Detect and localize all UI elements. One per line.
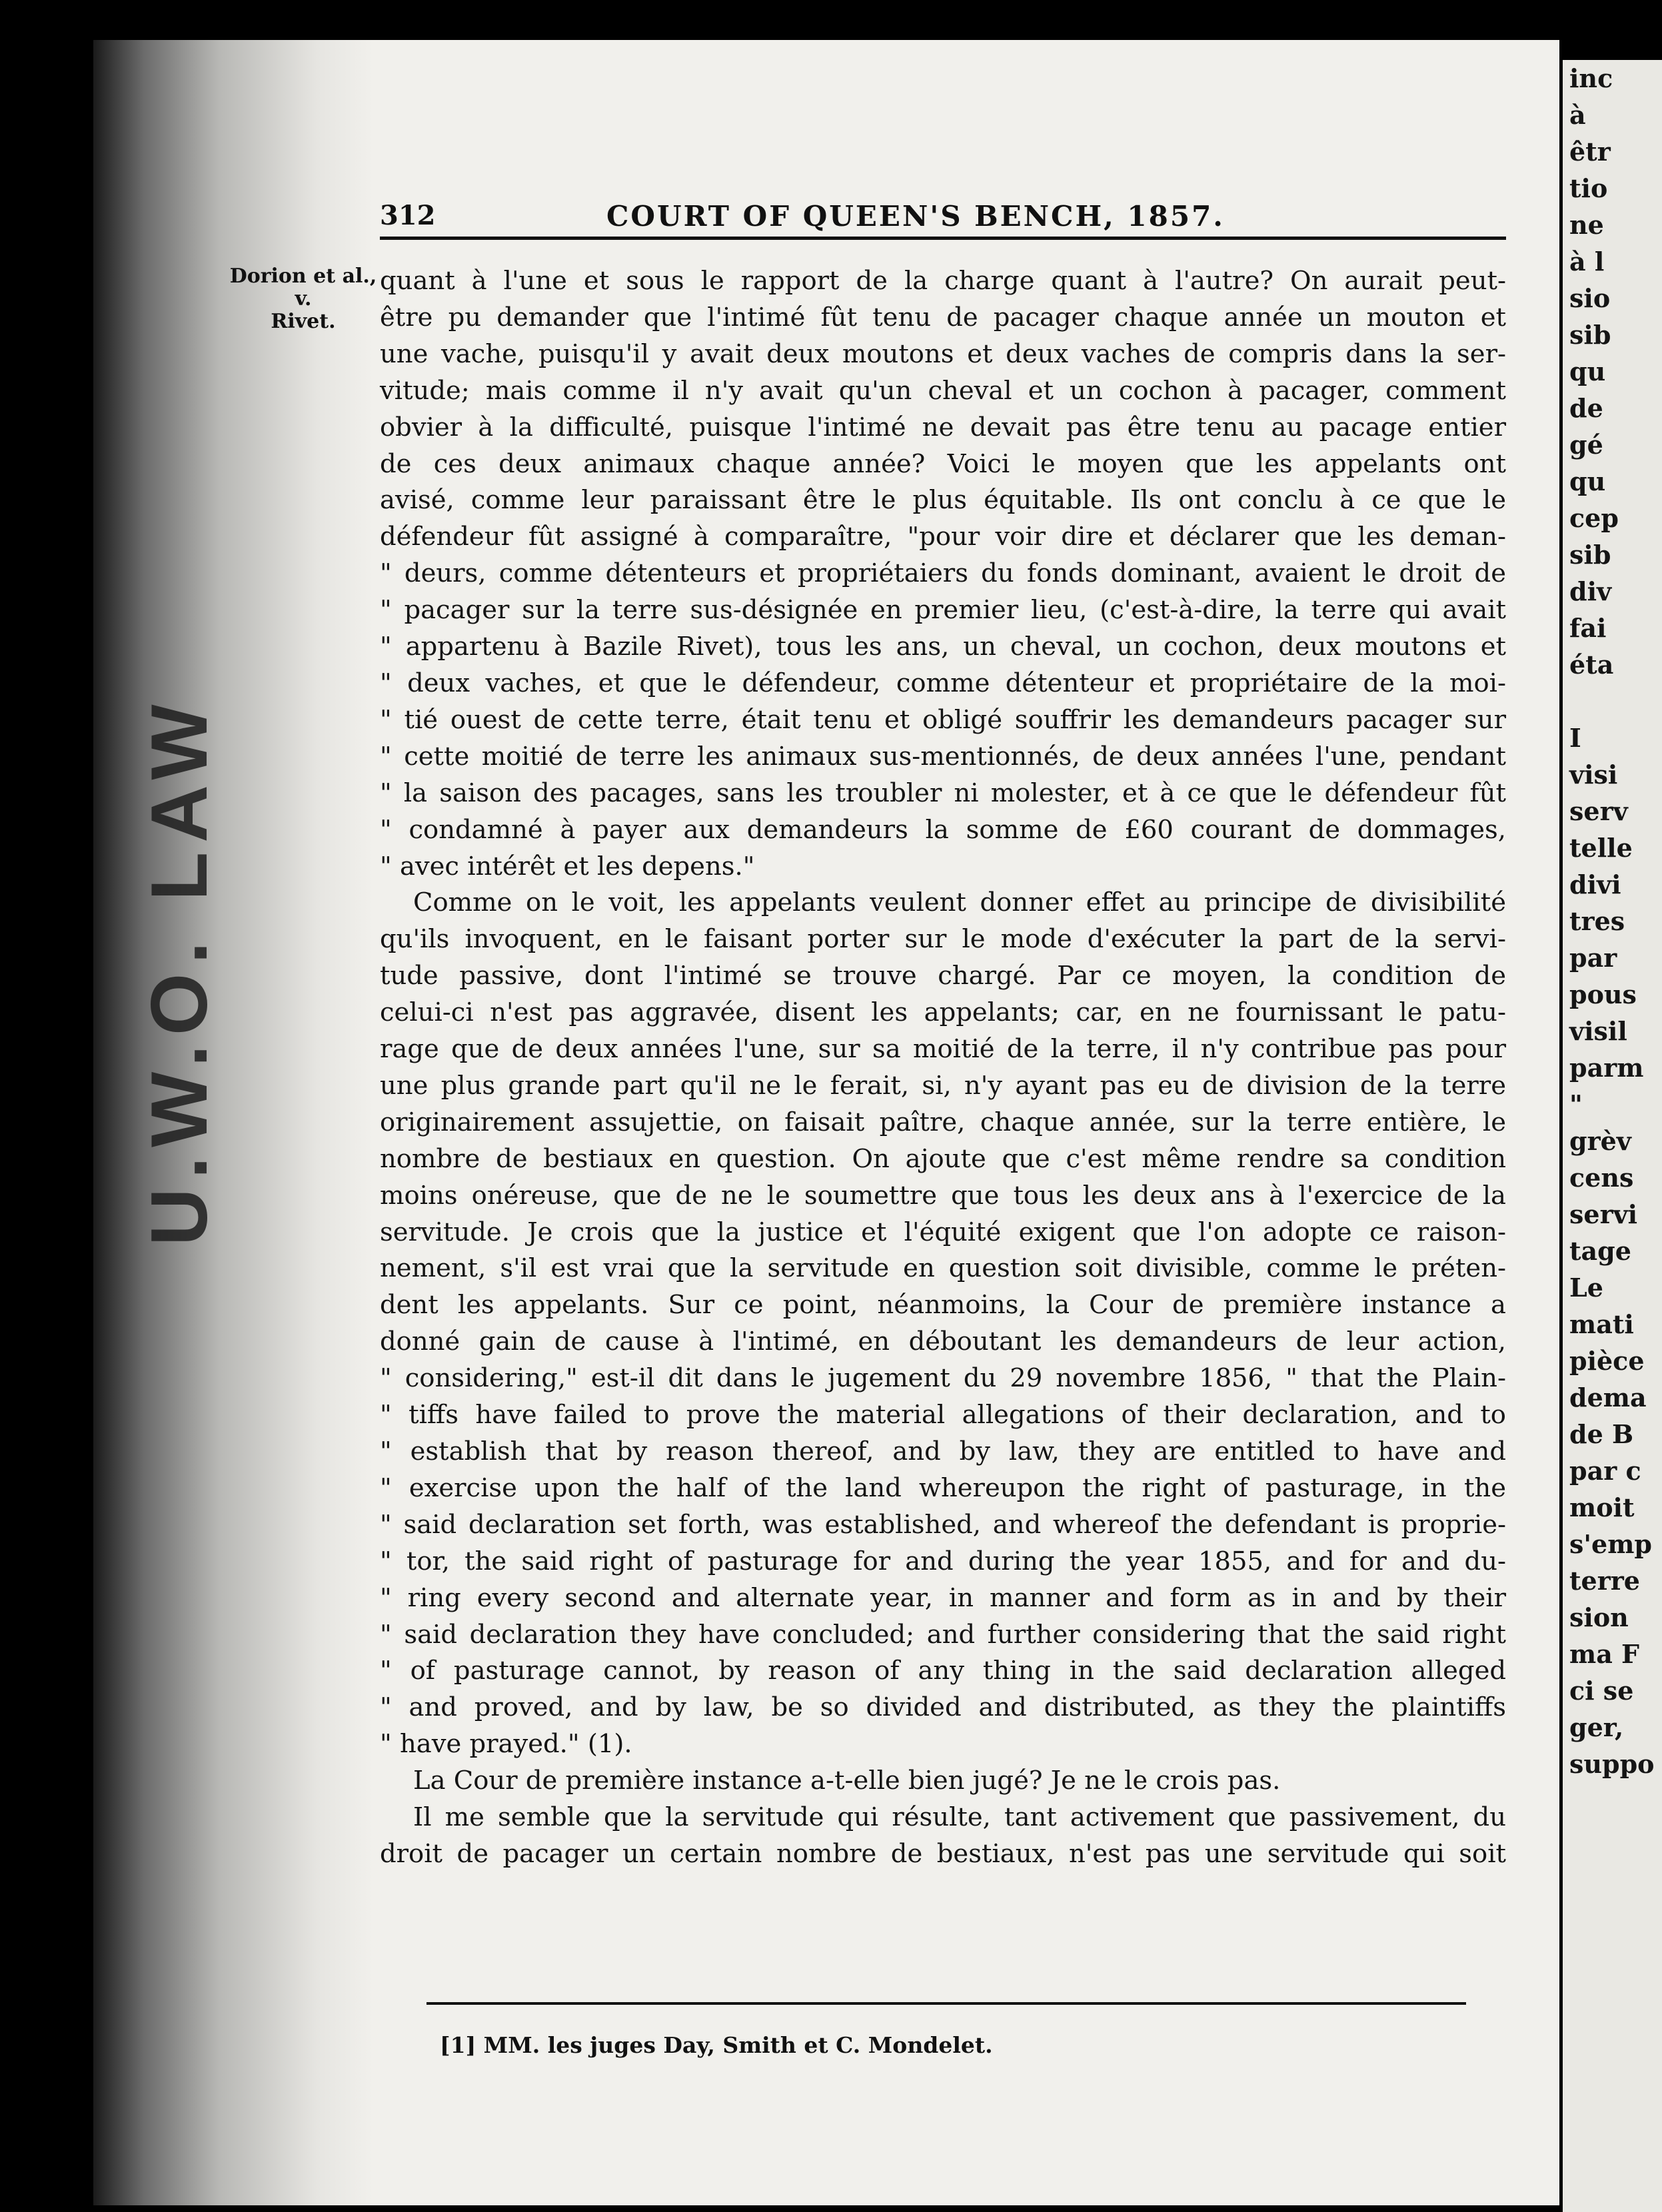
text-line: " considering," est-il dit dans le jugement du 29 novembre 1856, " that the Plain- — [380, 1363, 1506, 1394]
text-line: obvier à la difficulté, puisque l'intimé ne devait pas être tenu au pacage entier — [380, 412, 1506, 442]
text-line: rage que de deux années l'une, sur sa moitié de la terre, il n'y contribue pas pour — [380, 1034, 1506, 1065]
text-line: " tié ouest de cette terre, était tenu et obligé souffrir les demandeurs pacager sur — [380, 704, 1506, 735]
margin-note-line: Rivet. — [271, 310, 336, 333]
facing-page-line: tres — [1569, 906, 1625, 936]
facing-page-line: pièce — [1569, 1346, 1645, 1376]
facing-page-line: tio — [1569, 173, 1608, 203]
facing-page-line: ci se — [1569, 1676, 1634, 1706]
facing-page-line: ne — [1569, 210, 1604, 240]
text-line: tude passive, dont l'intimé se trouve chargé. Par ce moyen, la condition de — [380, 961, 1506, 991]
text-line: " establish that by reason thereof, and by law, they are entitled to have and — [380, 1436, 1506, 1466]
facing-page-line: pous — [1569, 979, 1637, 1009]
body-text — [380, 263, 1506, 1873]
text-line: quant à l'une et sous le rapport de la charge quant à l'autre? On aurait peut- — [380, 266, 1506, 296]
text-line: " condamné à payer aux demandeurs la somme de £60 courant de dommages, — [380, 814, 1506, 845]
facing-page-line: cens — [1569, 1163, 1634, 1193]
facing-page-line: éta — [1569, 650, 1614, 680]
facing-page-line: par — [1569, 943, 1617, 973]
facing-page-line: terre — [1569, 1566, 1640, 1596]
text-line: avisé, comme leur paraissant être le plus équitable. Ils ont conclu à ce que le — [380, 485, 1506, 516]
facing-page-line: visi — [1569, 760, 1618, 790]
facing-page-line: suppo — [1569, 1749, 1655, 1779]
text-line: " deurs, comme détenteurs et propriétaiers du fonds dominant, avaient le droit de — [380, 558, 1506, 589]
facing-page-line — [1563, 683, 1662, 720]
text-line: originairement assujettie, on faisait paître, chaque année, sur la terre entière, le — [380, 1107, 1506, 1137]
text-line: " pacager sur la terre sus-désignée en premier lieu, (c'est-à-dire, la terre qui avait — [380, 595, 1506, 626]
text-line: vitude; mais comme il n'y avait qu'un cheval et un cochon à pacager, comment — [380, 375, 1506, 406]
text-line: dent les appelants. Sur ce point, néanmoins, la Cour de première instance a — [380, 1290, 1506, 1321]
facing-page-line: " — [1569, 1089, 1583, 1119]
facing-page-line: moit — [1569, 1492, 1635, 1522]
text-line: de ces deux animaux chaque année? Voici le moyen que les appelants ont — [380, 448, 1506, 479]
facing-page-line: êtr — [1569, 137, 1611, 167]
text-line: " cette moitié de terre les animaux sus-mentionnés, de deux années l'une, pendant — [380, 741, 1506, 772]
facing-page-line: mati — [1569, 1309, 1634, 1339]
text-line: nombre de bestiaux en question. On ajoute que c'est même rendre sa condition — [380, 1143, 1506, 1174]
text-line: défendeur fût assigné à comparaître, "pour voir dire et déclarer que les deman- — [380, 522, 1506, 552]
facing-page-line: sib — [1569, 540, 1611, 570]
facing-page-line: parm — [1569, 1053, 1644, 1083]
facing-page-line: Le — [1569, 1273, 1603, 1303]
facing-page-line: à l — [1569, 247, 1605, 276]
facing-page-line: visil — [1569, 1016, 1627, 1046]
text-line: servitude. Je crois que la justice et l'équité exigent que l'on adopte ce raison- — [380, 1217, 1506, 1247]
facing-page-line: s'emp — [1569, 1529, 1652, 1559]
margin-note-line: Dorion et al., — [229, 265, 377, 288]
facing-page-line: de — [1569, 393, 1603, 423]
facing-page-line: à — [1569, 100, 1586, 130]
facing-page-line: ger, — [1569, 1712, 1624, 1742]
facing-page-line: qu — [1569, 356, 1606, 386]
facing-page-fragment — [1563, 60, 1662, 2212]
text-line: une vache, puisqu'il y avait deux moutons et deux vaches de compris dans la ser- — [380, 338, 1506, 369]
footnote: [1] MM. les juges Day, Smith et C. Mondelet. — [440, 2032, 993, 2058]
facing-page-line: divi — [1569, 869, 1621, 899]
text-line: être pu demander que l'intimé fût tenu de pacager chaque année un mouton et — [380, 302, 1506, 332]
text-line: La Cour de première instance a-t-elle bien jugé? Je ne le crois pas. — [413, 1766, 1281, 1796]
text-line: " said declaration set forth, was established, and whereof the defendant is proprie- — [380, 1509, 1506, 1540]
text-line: " appartenu à Bazile Rivet), tous les ans, un cheval, un cochon, deux moutons et — [380, 632, 1506, 662]
scan-border — [0, 0, 1662, 40]
text-line: donné gain de cause à l'intimé, en déboutant les demandeurs de leur action, — [380, 1327, 1506, 1357]
text-line: " la saison des pacages, sans les troubler ni molester, et à ce que le défendeur fût — [380, 778, 1506, 808]
facing-page-line: div — [1569, 576, 1612, 606]
facing-page-line: dema — [1569, 1382, 1647, 1412]
facing-page-line: de B — [1569, 1419, 1634, 1449]
footnote-rule — [426, 2002, 1466, 2005]
facing-page-line: fai — [1569, 613, 1607, 643]
text-line: " deux vaches, et que le défendeur, comme détenteur et propriétaire de la moi- — [380, 668, 1506, 698]
facing-page-line: sion — [1569, 1602, 1629, 1632]
page-number: 312 — [380, 200, 436, 231]
facing-page-line: inc — [1569, 63, 1613, 93]
text-line: Comme on le voit, les appelants veulent donner effet au principe de divisibilité — [413, 887, 1506, 918]
text-line: nement, s'il est vrai que la servitude en question soit divisible, comme le préten- — [380, 1253, 1506, 1284]
text-line: " ring every second and alternate year, in manner and form as in and by their — [380, 1582, 1506, 1613]
page-header — [380, 157, 1506, 240]
facing-page-line: tage — [1569, 1236, 1631, 1266]
text-line: " avec intérêt et les depens." — [380, 851, 755, 881]
text-line: " of pasturage cannot, by reason of any thing in the said declaration alleged — [380, 1656, 1506, 1686]
text-line: moins onéreuse, que de ne le soumettre que tous les deux ans à l'exercice de la — [380, 1180, 1506, 1211]
facing-page-line: gé — [1569, 430, 1603, 460]
text-line: " have prayed." (1). — [380, 1729, 632, 1760]
facing-page-line: cep — [1569, 503, 1619, 533]
text-line: " and proved, and by law, be so divided and distributed, as they the plaintiffs — [380, 1692, 1506, 1723]
facing-page-line: I — [1569, 723, 1581, 753]
facing-page-line: servi — [1569, 1199, 1638, 1229]
facing-page-line: ma F — [1569, 1639, 1640, 1669]
running-head: COURT OF QUEEN'S BENCH, 1857. — [606, 200, 1225, 233]
text-line: " tor, the said right of pasturage for and during the year 1855, and for and du- — [380, 1546, 1506, 1576]
text-line: " exercise upon the half of the land whereupon the right of pasturage, in the — [380, 1472, 1506, 1503]
text-line: droit de pacager un certain nombre de bestiaux, n'est pas une servitude qui soit — [380, 1838, 1506, 1869]
facing-page-line: telle — [1569, 833, 1633, 863]
text-line: qu'ils invoquent, en le faisant porter sur le mode d'exécuter la part de la servi- — [380, 924, 1506, 955]
facing-page-line: serv — [1569, 796, 1628, 826]
facing-page-line: sib — [1569, 320, 1611, 350]
facing-page-line: sio — [1569, 283, 1611, 313]
text-line: " said declaration they have concluded; and further considering that the said right — [380, 1619, 1506, 1650]
library-stamp-text: U.W.O. LAW — [135, 695, 224, 1246]
text-line: celui-ci n'est pas aggravée, disent les appelants; car, en ne fournissant le patu- — [380, 997, 1506, 1028]
text-line: une plus grande part qu'il ne le ferait, si, n'y ayant pas eu de division de la terre — [380, 1070, 1506, 1101]
text-line: " tiffs have failed to prove the material allegations of their declaration, and to — [380, 1400, 1506, 1430]
margin-note-line: v. — [295, 287, 312, 310]
facing-page-line: qu — [1569, 466, 1606, 496]
facing-page-line: grèv — [1569, 1126, 1631, 1156]
case-margin-note — [220, 265, 387, 333]
text-line: Il me semble que la servitude qui résulte, tant activement que passivement, du — [413, 1802, 1506, 1833]
facing-page-line: par c — [1569, 1456, 1641, 1486]
